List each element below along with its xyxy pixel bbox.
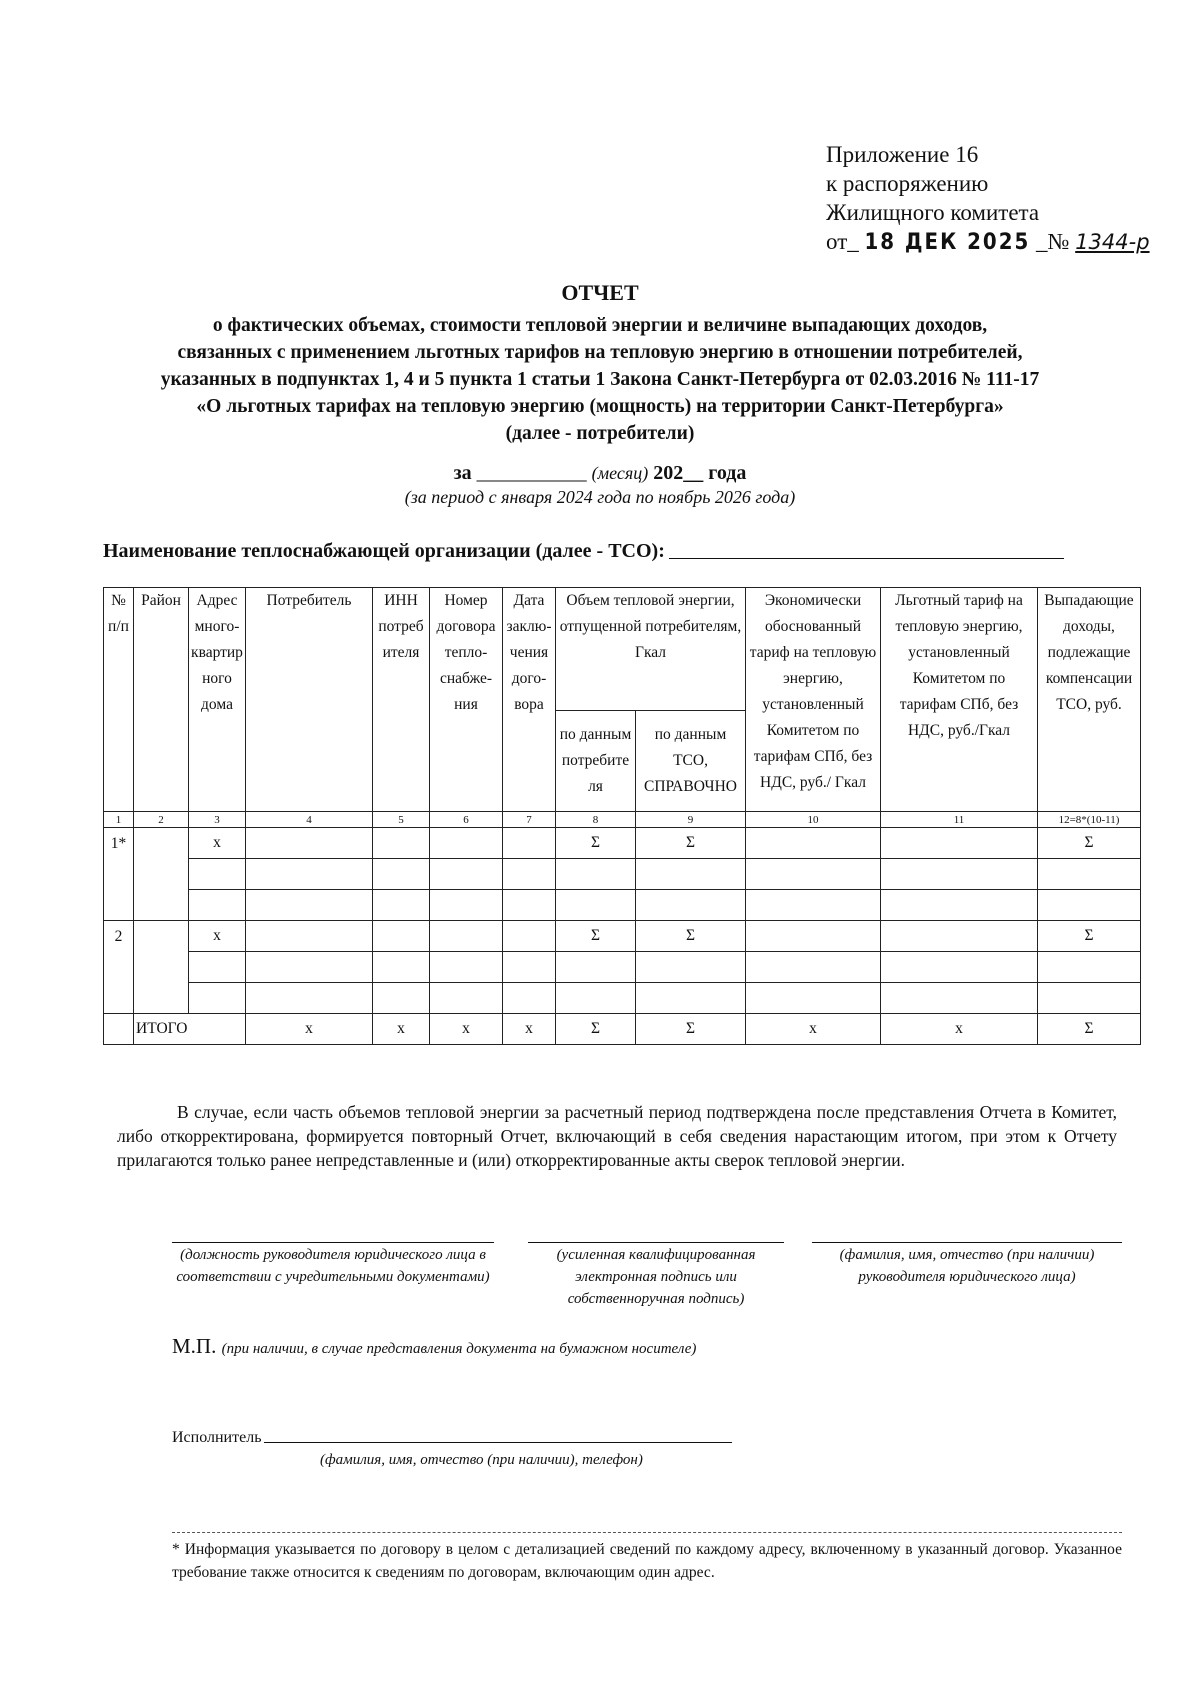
cell-economic-tariff[interactable] [746,828,881,859]
header-volume-group: Объем тепловой энергии, отпущенной потребителям, Гкал [556,588,746,711]
cell-volume-tso[interactable] [636,859,746,890]
signature-name-line[interactable] [812,1242,1122,1243]
total-contract-date: х [503,1014,556,1045]
cell-consumer[interactable] [246,921,373,952]
cell-preferential-tariff[interactable] [881,890,1038,921]
cell-address[interactable] [189,859,246,890]
organization-input-line[interactable] [669,540,1064,559]
cell-contract-number[interactable] [430,921,503,952]
header-volume-consumer: по данным потребите ля [556,711,636,812]
title-line-3: указанных в подпунктах 1, 4 и 5 пункта 1 статьи 1 Закона Санкт-Петербурга от 02.03.2016 № 111-17 [160,369,1040,390]
cell-consumer[interactable] [246,828,373,859]
cell-lost-income[interactable] [1038,859,1141,890]
total-row [104,1014,1141,1045]
title-line-4: «О льготных тарифах на тепловую энергию (мощность) на территории Санкт-Петербурга» [196,396,1004,417]
col-number-7: 7 [503,812,556,828]
number-handwritten: 1344-р [1075,230,1150,254]
cell-inn[interactable] [373,983,430,1014]
table-row [104,890,1141,921]
cell-inn[interactable] [373,952,430,983]
cell-economic-tariff[interactable] [746,890,881,921]
header-inn: ИНН потреб ителя [373,588,430,812]
cell-consumer[interactable] [246,859,373,890]
signature-sign-line[interactable] [528,1242,784,1243]
header-contract-number: Номер договора тепло-снабже-ния [430,588,503,812]
cell-volume-consumer[interactable] [556,952,636,983]
cell-volume-tso[interactable] [636,890,746,921]
col-number-12: 12=8*(10-11) [1038,812,1141,828]
signature-sign-caption: (усиленная квалифицированная электронная подпись или собственноручная подпись) [556,1247,756,1307]
cell-inn[interactable] [373,921,430,952]
header-address: Адрес много-квартир ного дома [189,588,246,812]
cell-address[interactable] [189,890,246,921]
cell-contract-number[interactable] [430,828,503,859]
cell-economic-tariff[interactable] [746,983,881,1014]
appendix-line-3: Жилищного комитета [826,200,1040,225]
table-row [104,828,1141,859]
appendix-date-line [826,227,1150,257]
period-range-note: (за период с января 2024 года по ноябрь 2026 года) [404,487,796,507]
signature-position-caption: (должность руководителя юридического лица в соответствии с учредительными документами) [176,1247,490,1285]
col-number-10: 10 [746,812,881,828]
cell-lost-income-sum: Σ [1038,828,1141,859]
organization-line [103,540,1064,563]
cell-address[interactable] [189,952,246,983]
header-consumer: Потребитель [246,588,373,812]
appendix-block [826,140,1150,257]
note-block [117,1100,1117,1172]
signature-name-caption: (фамилия, имя, отчество (при наличии) руководителя юридического лица) [839,1247,1095,1285]
cell-volume-consumer[interactable] [556,859,636,890]
note-paragraph: В случае, если часть объемов тепловой энергии за расчетный период подтверждена после представления Отчета в Комитет, либо откорректирована, формируется повторный Отчет, включающий в себя сведения нарастающим итогом, при этом к Отчету прилагаются только ранее непредставленные и (или) откорректированные акты сверок тепловой энергии. [117,1102,1117,1170]
cell-contract-number[interactable] [430,890,503,921]
table-row [104,952,1141,983]
cell-lost-income[interactable] [1038,952,1141,983]
cell-volume-tso[interactable] [636,983,746,1014]
cell-preferential-tariff[interactable] [881,983,1038,1014]
cell-address[interactable] [189,983,246,1014]
cell-inn[interactable] [373,828,430,859]
cell-economic-tariff[interactable] [746,952,881,983]
header-economic-tariff: Экономически обоснованный тариф на тепловую энергию, установленный Комитетом по тарифам СПб, без НДС, руб./ Гкал [746,588,881,812]
cell-contract-number[interactable] [430,952,503,983]
col-number-3: 3 [189,812,246,828]
period-line [100,462,1100,485]
header-num: № п/п [104,588,134,812]
cell-inn[interactable] [373,859,430,890]
header-district: Район [134,588,189,812]
cell-preferential-tariff[interactable] [881,828,1038,859]
cell-volume-tso[interactable] [636,952,746,983]
header-volume-tso: по данным ТСО, СПРАВОЧНО [636,711,746,812]
cell-contract-date[interactable] [503,828,556,859]
cell-preferential-tariff[interactable] [881,859,1038,890]
cell-district[interactable] [134,921,189,1014]
executor-caption: (фамилия, имя, отчество (при наличии), телефон) [320,1452,643,1468]
total-lost-income: Σ [1038,1014,1141,1045]
signature-position-block [172,1242,494,1288]
total-volume-tso: Σ [636,1014,746,1045]
col-number-2: 2 [134,812,189,828]
report-title-block [100,280,1100,447]
total-consumer: х [246,1014,373,1045]
cell-lost-income-sum: Σ [1038,921,1141,952]
cell-volume-consumer-sum: Σ [556,921,636,952]
cell-address-summary: х [189,828,246,859]
cell-district[interactable] [134,828,189,921]
footnote: * Информация указывается по договору в целом с детализацией сведений по каждому адресу, включенному в указанный договор. Указанное требование также относится к сведениям по договорам, включающим один адрес. [172,1541,1122,1581]
cell-consumer[interactable] [246,890,373,921]
col-number-11: 11 [881,812,1038,828]
appendix-line-2: к распоряжению [826,171,989,196]
executor-label: Исполнитель [172,1429,262,1446]
report-period [100,462,1100,508]
seal-label: М.П. [172,1334,217,1358]
total-label: ИТОГО [134,1014,246,1045]
executor-line [172,1428,732,1447]
row-number: 2 [104,921,134,1014]
table-row [104,921,1141,952]
date-prefix: от_ [826,229,859,254]
seal-line [172,1334,696,1359]
footnote-divider [172,1532,1122,1533]
title-line-2: связанных с применением льготных тарифов на тепловую энергию в отношении потребителей, [177,342,1023,363]
appendix-line-1: Приложение 16 [826,142,979,167]
cell-volume-consumer-sum: Σ [556,828,636,859]
cell-consumer[interactable] [246,983,373,1014]
organization-label: Наименование теплоснабжающей организации (далее - ТСО): [103,540,665,562]
cell-preferential-tariff[interactable] [881,921,1038,952]
date-stamp: 18 ДЕК 2025 [864,230,1031,255]
executor-input-line[interactable] [264,1428,732,1443]
total-preferential-tariff: х [881,1014,1038,1045]
header-preferential-tariff: Льготный тариф на тепловую энергию, установленный Комитетом по тарифам СПб, без НДС, руб./Гкал [881,588,1038,812]
cell-contract-date[interactable] [503,921,556,952]
report-heading: ОТЧЕТ [561,280,639,305]
cell-contract-date[interactable] [503,983,556,1014]
period-za: за [453,462,472,484]
col-number-1: 1 [104,812,134,828]
col-number-8: 8 [556,812,636,828]
total-economic-tariff: х [746,1014,881,1045]
col-number-6: 6 [430,812,503,828]
cell-consumer[interactable] [246,952,373,983]
cell-lost-income[interactable] [1038,983,1141,1014]
total-empty-cell [104,1014,134,1045]
signature-name-block [812,1242,1122,1288]
cell-contract-date[interactable] [503,952,556,983]
period-year: 202__ года [653,462,747,484]
title-line-5: (далее - потребители) [505,423,695,444]
cell-contract-date[interactable] [503,859,556,890]
total-inn: х [373,1014,430,1045]
number-prefix: _№ [1035,229,1070,254]
cell-lost-income[interactable] [1038,890,1141,921]
total-volume-consumer: Σ [556,1014,636,1045]
col-number-9: 9 [636,812,746,828]
seal-note: (при наличии, в случае представления документа на бумажном носителе) [221,1341,697,1357]
cell-volume-tso-sum: Σ [636,921,746,952]
report-table [103,587,1141,1045]
cell-contract-date[interactable] [503,890,556,921]
cell-volume-consumer[interactable] [556,890,636,921]
title-line-1: о фактических объемах, стоимости тепловой энергии и величине выпадающих доходов, [212,315,988,336]
total-contract-number: х [430,1014,503,1045]
cell-address-summary: х [189,921,246,952]
cell-inn[interactable] [373,890,430,921]
header-contract-date: Дата заклю-чения дого-вора [503,588,556,812]
header-lost-income: Выпадающие доходы, подлежащие компенсации ТСО, руб. [1038,588,1141,812]
cell-economic-tariff[interactable] [746,859,881,890]
signature-position-line[interactable] [172,1242,494,1243]
cell-volume-consumer[interactable] [556,983,636,1014]
cell-volume-tso-sum: Σ [636,828,746,859]
table-row [104,859,1141,890]
cell-contract-number[interactable] [430,983,503,1014]
table-row [104,983,1141,1014]
row-number: 1* [104,828,134,921]
signature-sign-block [528,1242,784,1310]
cell-economic-tariff[interactable] [746,921,881,952]
period-blank: ___________ [476,462,587,484]
col-number-5: 5 [373,812,430,828]
cell-preferential-tariff[interactable] [881,952,1038,983]
cell-contract-number[interactable] [430,859,503,890]
period-month: (месяц) [591,463,649,483]
col-number-4: 4 [246,812,373,828]
